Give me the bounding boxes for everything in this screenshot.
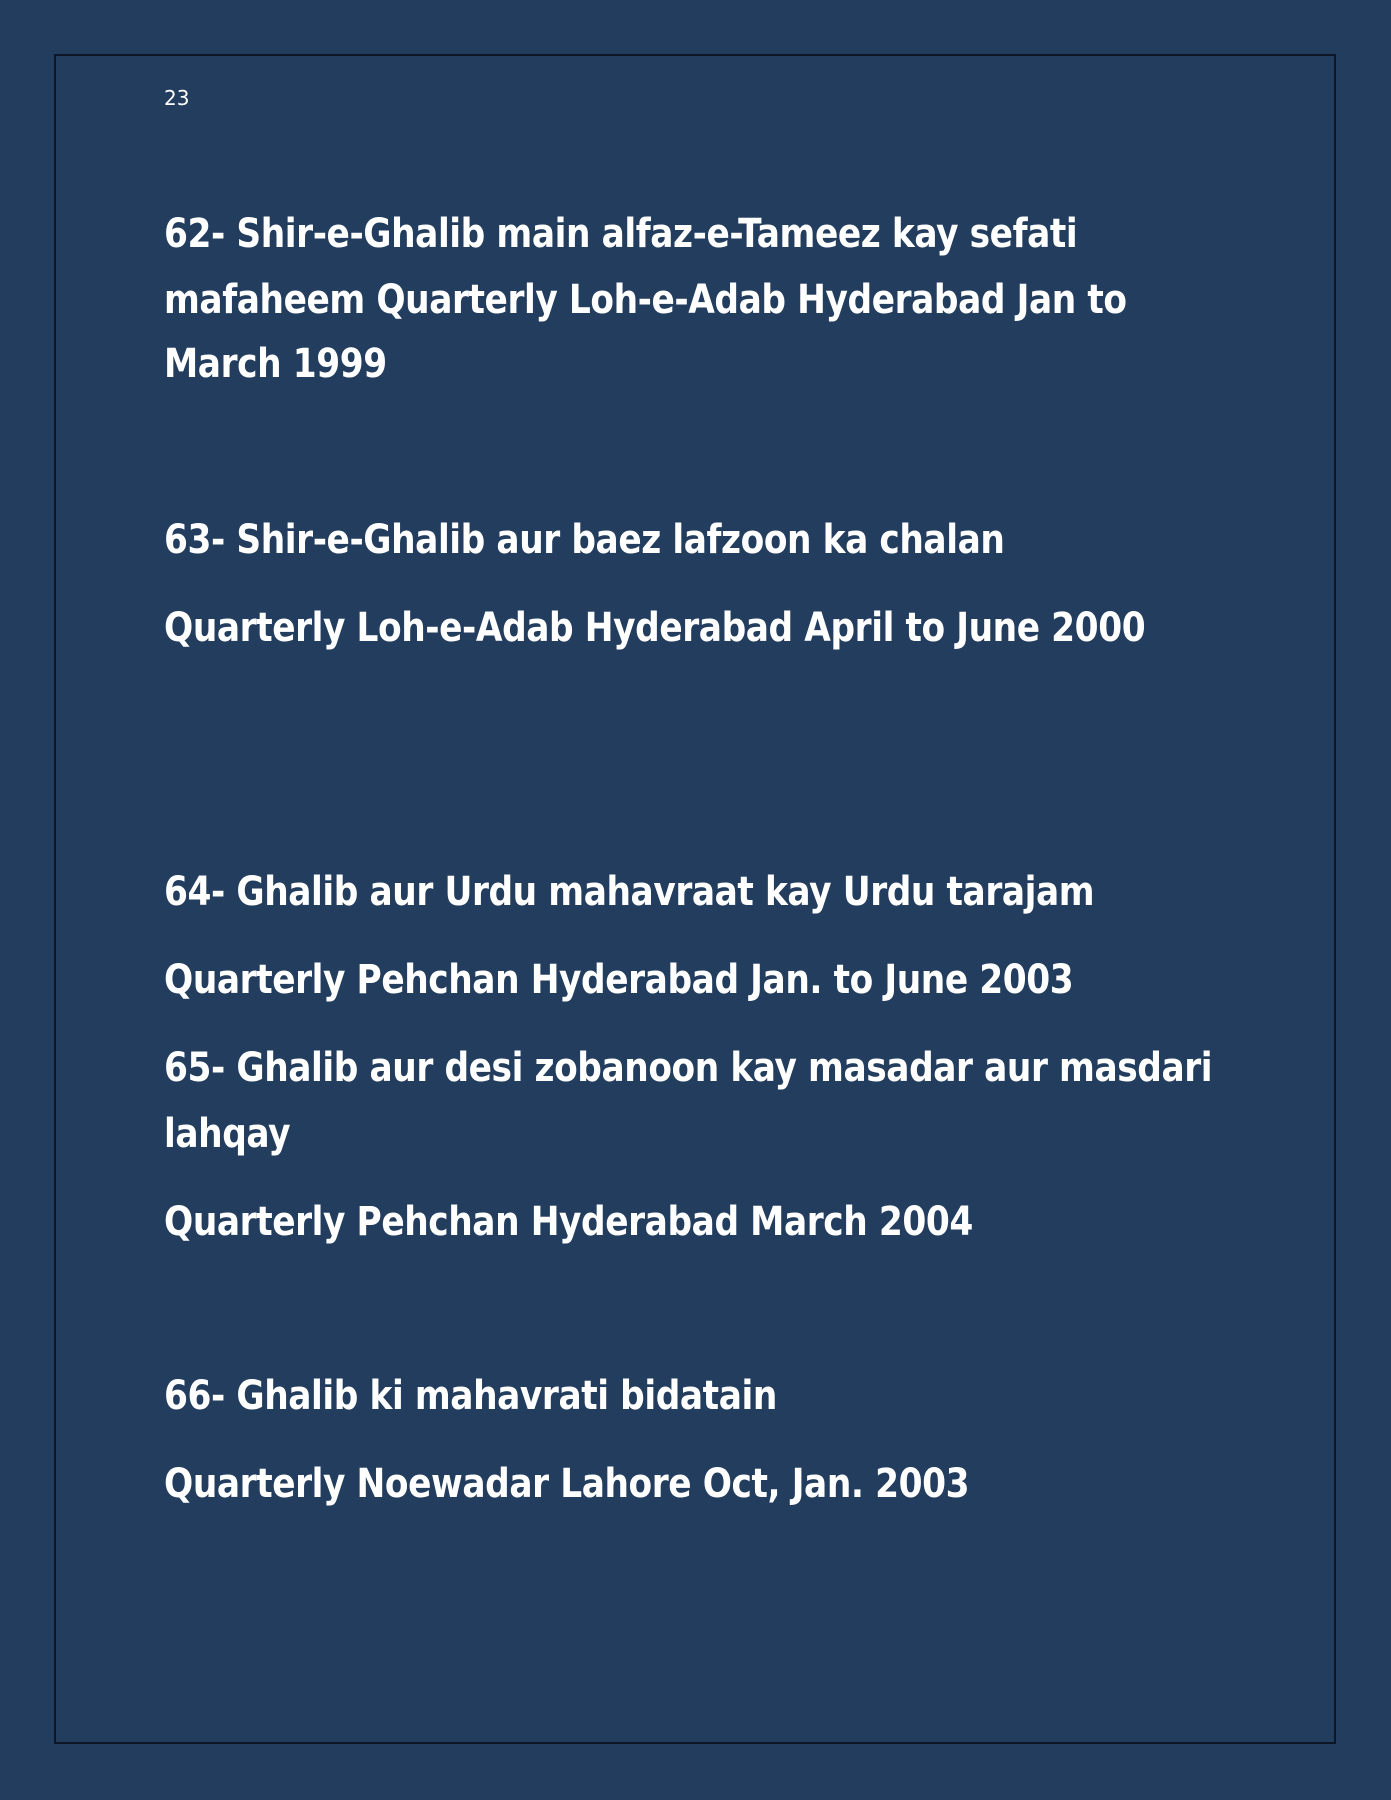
entry-66-line-1: 66- Ghalib ki mahavrati bidatain (164, 1373, 777, 1419)
entry-65-line-3: Quarterly Pehchan Hyderabad March 2004 (164, 1199, 973, 1245)
entry-66-line-2: Quarterly Noewadar Lahore Oct, Jan. 2003 (164, 1461, 970, 1507)
entry-64-line-1: 64- Ghalib aur Urdu mahavraat kay Urdu tarajam (164, 869, 1095, 915)
entry-63-line-2: Quarterly Loh-e-Adab Hyderabad April to June 2000 (164, 605, 1146, 651)
entry-62-line-1: 62- Shir-e-Ghalib main alfaz-e-Tameez kay sefati (164, 211, 1078, 257)
page-number: 23 (164, 86, 190, 110)
entry-65-line-1: 65- Ghalib aur desi zobanoon kay masadar aur masdari (164, 1045, 1213, 1091)
entry-65-line-2: lahqay (164, 1111, 291, 1157)
entry-64-line-2: Quarterly Pehchan Hyderabad Jan. to June 2003 (164, 957, 1074, 1003)
entry-63-line-1: 63- Shir-e-Ghalib aur baez lafzoon ka chalan (164, 517, 1005, 563)
entry-62-line-3: March 1999 (164, 341, 387, 387)
entry-62-line-2: mafaheem Quarterly Loh-e-Adab Hyderabad Jan to (164, 277, 1127, 323)
